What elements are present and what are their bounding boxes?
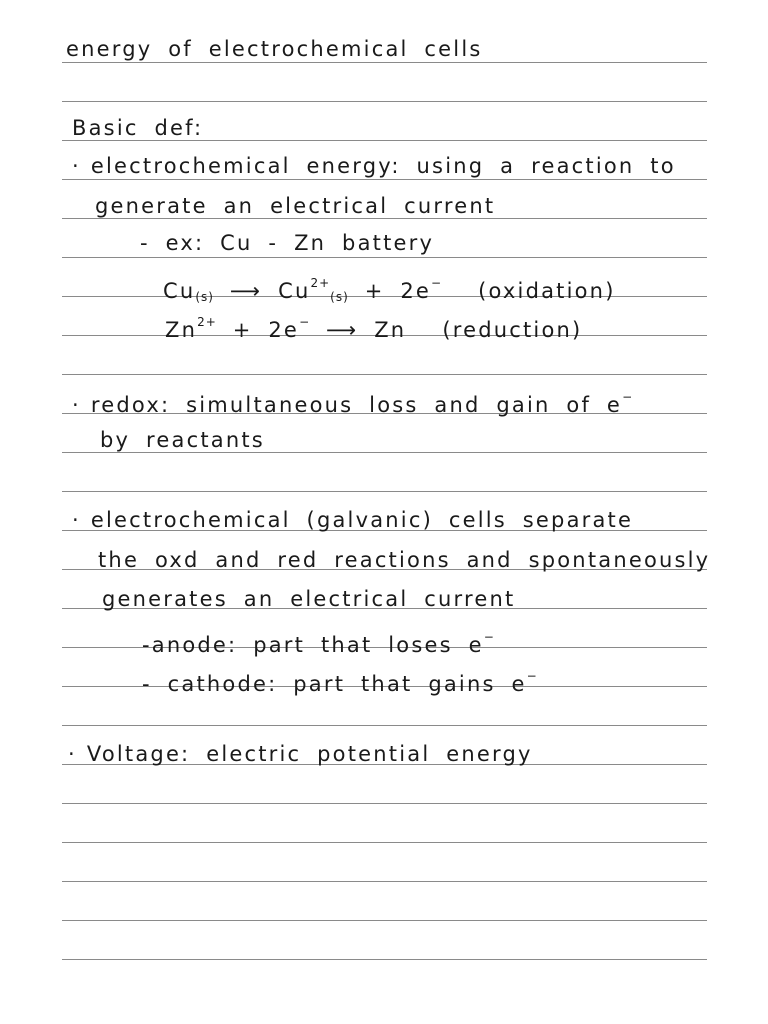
- bullet-redox: [72, 384, 633, 418]
- bullet-dot: ·: [72, 154, 81, 178]
- charge-label: −: [431, 276, 443, 290]
- reaction-arrow: ⟶: [229, 279, 263, 303]
- bullet-dot: ·: [72, 393, 81, 417]
- equation-oxidation: [163, 270, 616, 310]
- definition-text: Voltage: electric potential energy: [86, 742, 533, 766]
- reactant: Cu: [163, 279, 196, 303]
- state-label: (s): [195, 290, 214, 304]
- ruled-line: [62, 491, 707, 492]
- equation-reduction: [165, 309, 582, 343]
- example-line: - ex: Cu - Zn battery: [140, 231, 435, 255]
- bullet-electrochemical-energy: [72, 153, 676, 179]
- ruled-line: [62, 725, 707, 726]
- ruled-line: [62, 257, 707, 258]
- charge-label: −: [483, 630, 495, 644]
- anode-line: [142, 624, 495, 658]
- reaction-note: (reduction): [442, 318, 583, 342]
- state-label: (s): [330, 290, 349, 304]
- charge-label: 2+: [197, 315, 217, 329]
- electrons: + 2e: [364, 279, 432, 303]
- reaction-note: (oxidation): [478, 279, 616, 303]
- charge-label: 2+: [310, 276, 331, 290]
- ruled-line: [62, 62, 707, 63]
- definition-continuation: by reactants: [100, 428, 265, 452]
- definition-continuation: generate an electrical current: [95, 194, 496, 218]
- ruled-line: [62, 881, 707, 882]
- definition-text: redox: simultaneous loss and gain of e: [90, 393, 623, 417]
- product: Cu: [278, 279, 311, 303]
- cathode-line: [142, 663, 538, 697]
- section-heading: Basic def:: [72, 116, 204, 140]
- ruled-line: [62, 374, 707, 375]
- definition-text: electrochemical energy: using a reaction to: [90, 154, 676, 178]
- definition-text: -anode: part that loses e: [142, 633, 484, 657]
- electrons: + 2e: [232, 318, 300, 342]
- definition-text: - cathode: part that gains e: [142, 672, 527, 696]
- ruled-line: [62, 803, 707, 804]
- charge-label: −: [299, 315, 311, 329]
- ruled-line: [62, 842, 707, 843]
- definition-continuation: the oxd and red reactions and spontaneously: [98, 548, 711, 572]
- ruled-line: [62, 959, 707, 960]
- ruled-line: [62, 920, 707, 921]
- page-title: energy of electrochemical cells: [66, 37, 483, 61]
- charge-label: −: [622, 390, 634, 404]
- reaction-arrow: ⟶: [326, 318, 359, 342]
- product: Zn: [374, 318, 407, 342]
- definition-continuation: generates an electrical current: [102, 587, 516, 611]
- bullet-dot: ·: [68, 742, 77, 766]
- bullet-voltage: [68, 741, 533, 767]
- charge-label: −: [526, 669, 538, 683]
- definition-text: electrochemical (galvanic) cells separate: [90, 508, 634, 532]
- reactant: Zn: [165, 318, 198, 342]
- ruled-line: [62, 101, 707, 102]
- bullet-dot: ·: [72, 508, 81, 532]
- bullet-galvanic-cells: [72, 507, 633, 533]
- ruled-line: [62, 179, 707, 180]
